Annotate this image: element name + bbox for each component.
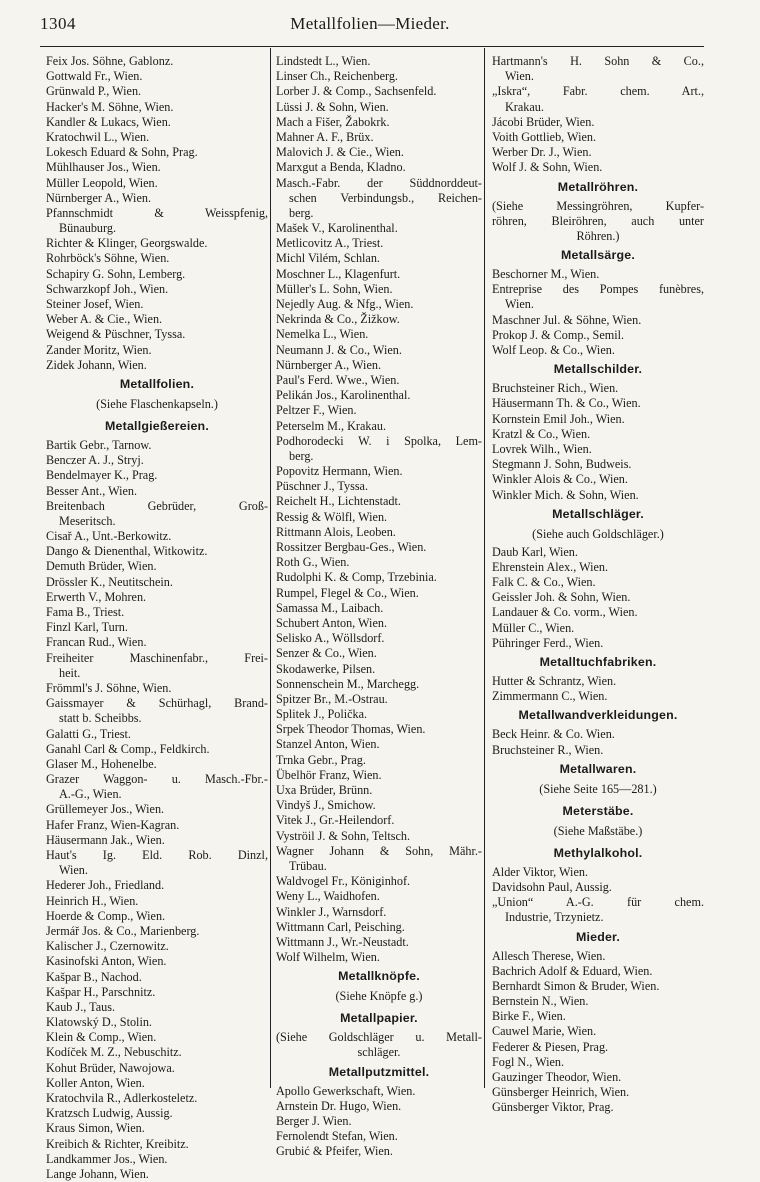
directory-entry: Entreprise des Pompes funèbres, <box>492 282 704 297</box>
section-heading: Meterstäbe. <box>562 803 634 818</box>
section-heading: Metalltuchfabriken. <box>539 655 657 669</box>
directory-entry: Hacker's M. Söhne, Wien. <box>46 99 174 114</box>
directory-entry: Bruchsteiner Rich., Wien. <box>492 381 619 396</box>
directory-entry: Michl Vilém, Schlan. <box>276 251 380 266</box>
directory-entry: Jácobi Brüder, Wien. <box>492 114 595 129</box>
entry-continuation: heit. <box>59 665 81 680</box>
entry-continuation: Krakau. <box>505 99 544 114</box>
directory-entry: Mach a Fišer, Žabokrk. <box>276 114 390 129</box>
directory-entry: Kohut Brüder, Nawojowa. <box>46 1060 175 1075</box>
directory-entry: Bachrich Adolf & Eduard, Wien. <box>492 963 653 978</box>
entry-continuation: Wien. <box>59 863 88 878</box>
directory-entry: Hutter & Schrantz, Wien. <box>492 674 617 688</box>
directory-entry: Wolf Wilhelm, Wien. <box>276 950 380 965</box>
directory-entry: Ganahl Carl & Comp., Feldkirch. <box>46 741 210 756</box>
directory-entry: Fernolendt Stefan, Wien. <box>276 1129 398 1144</box>
section-heading: Metallröhren. <box>557 179 639 194</box>
section-heading: Metallschilder. <box>553 362 643 377</box>
directory-entry: Häusermann Jak., Wien. <box>46 832 165 847</box>
directory-entry: Kratochvila R., Adlerkosteletz. <box>46 1091 198 1105</box>
section-heading: Metallknöpfe. <box>338 969 420 984</box>
directory-entry: Frömml's J. Söhne, Wien. <box>46 680 172 695</box>
directory-entry: Mühlhauser Jos., Wien. <box>46 160 161 175</box>
directory-entry: Günsberger Heinrich, Wien. <box>492 1085 630 1100</box>
directory-entry: Bendelmayer K., Prag. <box>46 468 158 483</box>
directory-entry: Richter & Klinger, Georgswalde. <box>46 236 208 251</box>
directory-entry: Gaissmayer & Schürhagl, Brand- <box>46 696 268 711</box>
cross-reference: (Siehe auch Goldschläger.) <box>532 526 664 541</box>
directory-entry: Voith Gottlieb, Wien. <box>492 129 597 144</box>
directory-entry: Gauzinger Theodor, Wien. <box>492 1070 622 1084</box>
directory-entry: Breitenbach Gebrüder, Groß- <box>46 498 268 513</box>
directory-entry: Kandler & Lukacs, Wien. <box>46 114 171 129</box>
section-heading: Metallfolien. <box>119 376 195 391</box>
entry-continuation: Meseritsch. <box>59 513 116 528</box>
directory-entry: Bernstein N., Wien. <box>492 994 589 1009</box>
entry-continuation: schen Verbindungsb., Reichen- <box>289 190 482 205</box>
directory-entry: Rumpel, Flegel & Co., Wien. <box>276 585 419 600</box>
directory-entry: Heinrich H., Wien. <box>46 893 139 908</box>
section-heading: Metallgießereien. <box>105 418 209 433</box>
directory-entry: Werber Dr. J., Wien. <box>492 145 592 160</box>
directory-entry: Grünwald P., Wien. <box>46 84 142 99</box>
directory-entry: Mašek V., Karolinenthal. <box>276 221 398 236</box>
directory-entry: Müller's L. Sohn, Wien. <box>276 281 393 296</box>
directory-entry: Bruchsteiner R., Wien. <box>492 742 604 757</box>
directory-entry: Grüllemeyer Jos., Wien. <box>46 802 165 817</box>
directory-entry: Rohrböck's Söhne, Wien. <box>46 251 170 266</box>
directory-entry: Beck Heinr. & Co. Wien. <box>492 727 615 742</box>
directory-entry: Hederer Joh., Friedland. <box>46 878 165 893</box>
directory-entry: Senzer & Co., Wien. <box>276 646 377 661</box>
section-heading: Metallwaren. <box>559 761 637 776</box>
directory-entry: Spitzer Br., M.-Ostrau. <box>276 691 388 706</box>
directory-entry: Hafer Franz, Wien-Kagran. <box>46 817 180 832</box>
directory-entry: Hoerde & Comp., Wien. <box>46 908 166 923</box>
cross-reference: (Siehe Seite 165—281.) <box>539 781 657 796</box>
directory-entry: Benczer A. J., Stryj. <box>46 453 144 468</box>
directory-entry: röhren, Bleiröhren, auch unter <box>492 213 704 228</box>
directory-entry: Dango & Dienenthal, Witkowitz. <box>46 544 208 559</box>
directory-entry: Lovrek Wilh., Wien. <box>492 441 592 456</box>
directory-entry: Kašpar H., Parschnitz. <box>46 984 156 999</box>
directory-entry: Püschner J., Tyssa. <box>276 479 369 494</box>
directory-entry: Waldvogel Fr., Königinhof. <box>276 874 411 889</box>
directory-entry: Vindyš J., Smichow. <box>276 798 376 813</box>
directory-entry: Erwerth V., Mohren. <box>46 589 147 604</box>
directory-entry: Weber A. & Cie., Wien. <box>46 312 163 327</box>
directory-entry: Nürnberger A., Wien. <box>276 357 381 372</box>
directory-entry: Freiheiter Maschinenfabr., Frei- <box>46 650 268 665</box>
directory-entry: Kraus Simon, Wien. <box>46 1121 145 1136</box>
directory-entry: Nemelka L., Wien. <box>276 327 369 342</box>
directory-entry: Lokesch Eduard & Sohn, Prag. <box>46 145 198 160</box>
directory-entry: Alder Viktor, Wien. <box>492 864 588 879</box>
directory-entry: Kodíček M. Z., Nebuschitz. <box>46 1045 182 1060</box>
directory-entry: Pelikán Jos., Karolinenthal. <box>276 388 411 403</box>
directory-entry: Übelhör Franz, Wien. <box>276 767 382 782</box>
directory-entry: Demuth Brüder, Wien. <box>46 559 157 574</box>
directory-entry: Cisař A., Unt.-Berkowitz. <box>46 529 172 544</box>
directory-entry: Prokop J. & Comp., Semil. <box>492 327 625 342</box>
section-heading: Metallwandverkleidungen. <box>518 708 678 723</box>
header-rule <box>40 46 704 47</box>
directory-entry: Zidek Johann, Wien. <box>46 357 147 372</box>
column-right <box>492 54 704 1116</box>
directory-entry: Hartmann's H. Sohn & Co., <box>492 54 704 68</box>
directory-entry: Nekrinda & Co., Žižkow. <box>276 312 400 327</box>
directory-entry: Häusermann Th. & Co., Wien. <box>492 396 641 411</box>
directory-entry: Röhren.) <box>576 228 620 243</box>
cross-reference: (Siehe Flaschenkapseln.) <box>96 396 218 411</box>
column-middle <box>276 54 482 1160</box>
entry-continuation: berg. <box>289 448 314 463</box>
directory-entry: Stanzel Anton, Wien. <box>276 737 380 752</box>
directory-entry: Winkler Alois & Co., Wien. <box>492 472 628 487</box>
directory-entry: Klatowský D., Stolin. <box>46 1015 152 1030</box>
directory-entry: Weny L., Waidhofen. <box>276 889 380 904</box>
directory-entry: Geissler Joh. & Sohn, Wien. <box>492 590 631 605</box>
directory-entry: Kašpar B., Nachod. <box>46 969 142 984</box>
directory-entry: Weigend & Püschner, Tyssa. <box>46 327 186 342</box>
directory-entry: Roth G., Wien. <box>276 555 350 570</box>
directory-entry: Masch.-Fabr. der Süddnorddeut- <box>276 175 482 190</box>
directory-entry: Maschner Jul. & Söhne, Wien. <box>492 312 642 327</box>
section-heading: Methylalkohol. <box>553 845 643 860</box>
directory-entry: Cauwel Marie, Wien. <box>492 1024 597 1039</box>
page-number: 1304 <box>40 14 76 33</box>
directory-entry: Nejedly Aug. & Nfg., Wien. <box>276 297 414 311</box>
directory-entry: Popovitz Hermann, Wien. <box>276 464 403 479</box>
directory-entry: Srpek Theodor Thomas, Wien. <box>276 722 426 737</box>
column-divider <box>270 48 271 1088</box>
section-heading: Mieder. <box>575 929 621 944</box>
directory-entry: Sonnenschein M., Marchegg. <box>276 676 420 691</box>
directory-entry: Rittmann Alois, Leoben. <box>276 524 396 539</box>
directory-entry: Metlicovitz A., Triest. <box>276 236 384 251</box>
directory-entry: Kratzsch Ludwig, Aussig. <box>46 1106 173 1121</box>
directory-entry: „Iskra“, Fabr. chem. Art., <box>492 84 704 99</box>
directory-entry: Fama B., Triest. <box>46 605 125 619</box>
directory-entry: Lüssi J. & Sohn, Wien. <box>276 99 389 114</box>
directory-entry: Vyströil J. & Sohn, Teltsch. <box>276 828 411 843</box>
cross-reference: (Siehe Maßstäbe.) <box>553 823 643 838</box>
directory-entry: Samassa M., Laibach. <box>276 600 384 615</box>
directory-entry: Kalischer J., Czernowitz. <box>46 939 169 954</box>
directory-entry: Birke F., Wien. <box>492 1009 566 1024</box>
directory-entry: Pühringer Ferd., Wien. <box>492 635 604 650</box>
directory-entry: Kaub J., Taus. <box>46 999 115 1014</box>
directory-entry: Podhorodecki W. i Spolka, Lem- <box>276 433 482 448</box>
directory-entry: Bartik Gebr., Tarnow. <box>46 437 152 452</box>
directory-entry: Moschner L., Klagenfurt. <box>276 266 401 281</box>
directory-entry: Lorber J. & Comp., Sachsenfeld. <box>276 84 437 99</box>
directory-entry: Lange Johann, Wien. <box>46 1166 149 1181</box>
directory-entry: Finzl Karl, Turn. <box>46 620 128 635</box>
directory-entry: Drössler K., Neutitschein. <box>46 574 173 589</box>
directory-entry: Uxa Brüder, Brünn. <box>276 783 373 797</box>
directory-entry: Landkammer Jos., Wien. <box>46 1151 168 1166</box>
directory-entry: Berger J. Wien. <box>276 1114 352 1128</box>
entry-continuation: statt b. Scheibbs. <box>59 711 142 726</box>
directory-entry: Falk C. & Co., Wien. <box>492 575 596 590</box>
directory-entry: Grubić & Pfeifer, Wien. <box>276 1144 393 1159</box>
section-heading: Metallschläger. <box>552 506 644 521</box>
section-heading: Metallsärge. <box>560 248 636 263</box>
directory-entry: Landauer & Co. vorm., Wien. <box>492 605 638 620</box>
directory-entry: Günsberger Viktor, Prag. <box>492 1100 614 1115</box>
directory-entry: Neumann J. & Co., Wien. <box>276 342 402 357</box>
entry-continuation: Trübau. <box>289 858 327 873</box>
directory-entry: Steiner Josef, Wien. <box>46 297 144 311</box>
directory-entry: Kasinofski Anton, Wien. <box>46 954 167 969</box>
directory-entry: Peterselm M., Krakau. <box>276 418 386 433</box>
directory-entry: Rudolphi K. & Comp, Trzebinia. <box>276 570 437 585</box>
directory-entry: Zander Moritz, Wien. <box>46 342 152 357</box>
directory-entry: Schubert Anton, Wien. <box>276 615 387 630</box>
directory-entry: Beschorner M., Wien. <box>492 267 600 282</box>
entry-continuation: A.-G., Wien. <box>59 787 122 802</box>
directory-entry: Bernhardt Simon & Bruder, Wien. <box>492 978 660 993</box>
directory-entry: Wagner Johann & Sohn, Mähr.- <box>276 843 482 858</box>
directory-entry: Peltzer F., Wien. <box>276 403 357 418</box>
directory-entry: Haut's Ig. Eld. Rob. Dinzl, <box>46 848 268 862</box>
directory-entry: Selisko A., Wöllsdorf. <box>276 631 385 646</box>
directory-entry: Mahner A. F., Brüx. <box>276 129 374 144</box>
directory-entry: Galatti G., Triest. <box>46 726 131 741</box>
directory-entry: Besser Ant., Wien. <box>46 483 138 498</box>
directory-entry: Francan Rud., Wien. <box>46 635 147 650</box>
directory-entry: Apollo Gewerkschaft, Wien. <box>276 1083 416 1098</box>
directory-entry: Kornstein Emil Joh., Wien. <box>492 411 625 426</box>
entry-continuation: Bünauburg. <box>59 221 116 236</box>
directory-entry: Schapiry G. Sohn, Lemberg. <box>46 266 186 281</box>
directory-entry: Paul's Ferd. Wwe., Wien. <box>276 372 400 387</box>
directory-entry: (Siehe Messingröhren, Kupfer- <box>492 198 704 213</box>
directory-entry: Fogl N., Wien. <box>492 1054 565 1069</box>
directory-entry: Wolf J. & Sohn, Wien. <box>492 160 603 175</box>
directory-entry: Wolf Leop. & Co., Wien. <box>492 343 615 357</box>
column-left <box>46 54 268 1182</box>
directory-entry: Klein & Comp., Wien. <box>46 1030 157 1045</box>
column-divider <box>484 48 485 1088</box>
directory-entry: Davidsohn Paul, Aussig. <box>492 879 612 894</box>
page-header <box>40 14 700 38</box>
directory-entry: Winkler J., Warnsdorf. <box>276 904 387 919</box>
directory-entry: Grazer Waggon- u. Masch.-Fbr.- <box>46 772 268 787</box>
directory-entry: Vitek J., Gr.-Heilendorf. <box>276 813 395 828</box>
directory-entry: Kratochwil L., Wien. <box>46 129 150 144</box>
directory-entry: Glaser M., Hohenelbe. <box>46 756 157 771</box>
directory-entry: „Union“ A.-G. für chem. <box>492 895 704 910</box>
directory-entry: Lindstedt L., Wien. <box>276 54 371 68</box>
directory-entry: Gottwald Fr., Wien. <box>46 69 143 84</box>
directory-entry: Daub Karl, Wien. <box>492 544 578 559</box>
running-title: Metallfolien—Mieder. <box>290 14 450 33</box>
directory-entry: Splitek J., Polička. <box>276 707 368 722</box>
directory-entry: Kratzl & Co., Wien. <box>492 426 591 441</box>
directory-entry: Pfannschmidt & Weisspfenig, <box>46 205 268 220</box>
directory-entry: Trnka Gebr., Prag. <box>276 752 366 767</box>
directory-entry: Federer & Piesen, Prag. <box>492 1039 609 1054</box>
directory-entry: Wittmann Carl, Peisching. <box>276 919 405 934</box>
entry-continuation: Wien. <box>505 69 534 84</box>
entry-continuation: berg. <box>289 205 314 220</box>
directory-entry: Schwarzkopf Joh., Wien. <box>46 281 169 296</box>
directory-entry: Linser Ch., Reichenberg. <box>276 69 398 84</box>
directory-entry: Ressig & Wölfl, Wien. <box>276 509 388 524</box>
directory-entry: Wittmann J., Wr.-Neustadt. <box>276 934 409 949</box>
directory-entry: Reichelt H., Lichtenstadt. <box>276 494 401 509</box>
directory-entry: Winkler Mich. & Sohn, Wien. <box>492 487 639 502</box>
directory-entry: Marxgut a Benda, Kladno. <box>276 160 406 175</box>
directory-entry: Müller Leopold, Wien. <box>46 175 158 190</box>
directory-entry: schläger. <box>357 1045 401 1060</box>
entry-continuation: Wien. <box>505 297 534 312</box>
entry-continuation: Industrie, Trzynietz. <box>505 910 604 925</box>
directory-entry: Zimmermann C., Wien. <box>492 689 608 704</box>
directory-entry: Rossitzer Bergbau-Ges., Wien. <box>276 540 427 554</box>
directory-entry: Feix Jos. Söhne, Gablonz. <box>46 54 174 68</box>
section-heading: Metallpapier. <box>340 1011 418 1026</box>
directory-entry: Kreibich & Richter, Kreibitz. <box>46 1136 189 1151</box>
directory-entry: Müller C., Wien. <box>492 620 575 635</box>
directory-entry: Ehrenstein Alex., Wien. <box>492 559 609 574</box>
directory-entry: (Siehe Goldschläger u. Metall- <box>276 1030 482 1045</box>
directory-entry: Malovich J. & Cie., Wien. <box>276 145 404 160</box>
directory-entry: Koller Anton, Wien. <box>46 1075 145 1090</box>
section-heading: Metallputzmittel. <box>328 1064 430 1079</box>
directory-entry: Skodawerke, Pilsen. <box>276 661 376 676</box>
directory-entry: Jermář Jos. & Co., Marienberg. <box>46 923 200 938</box>
directory-entry: Nürnberger A., Wien. <box>46 190 151 205</box>
cross-reference: (Siehe Knöpfe g.) <box>335 989 423 1004</box>
directory-entry: Allesch Therese, Wien. <box>492 948 606 963</box>
directory-entry: Stegmann J. Sohn, Budweis. <box>492 457 632 472</box>
directory-entry: Arnstein Dr. Hugo, Wien. <box>276 1098 402 1113</box>
